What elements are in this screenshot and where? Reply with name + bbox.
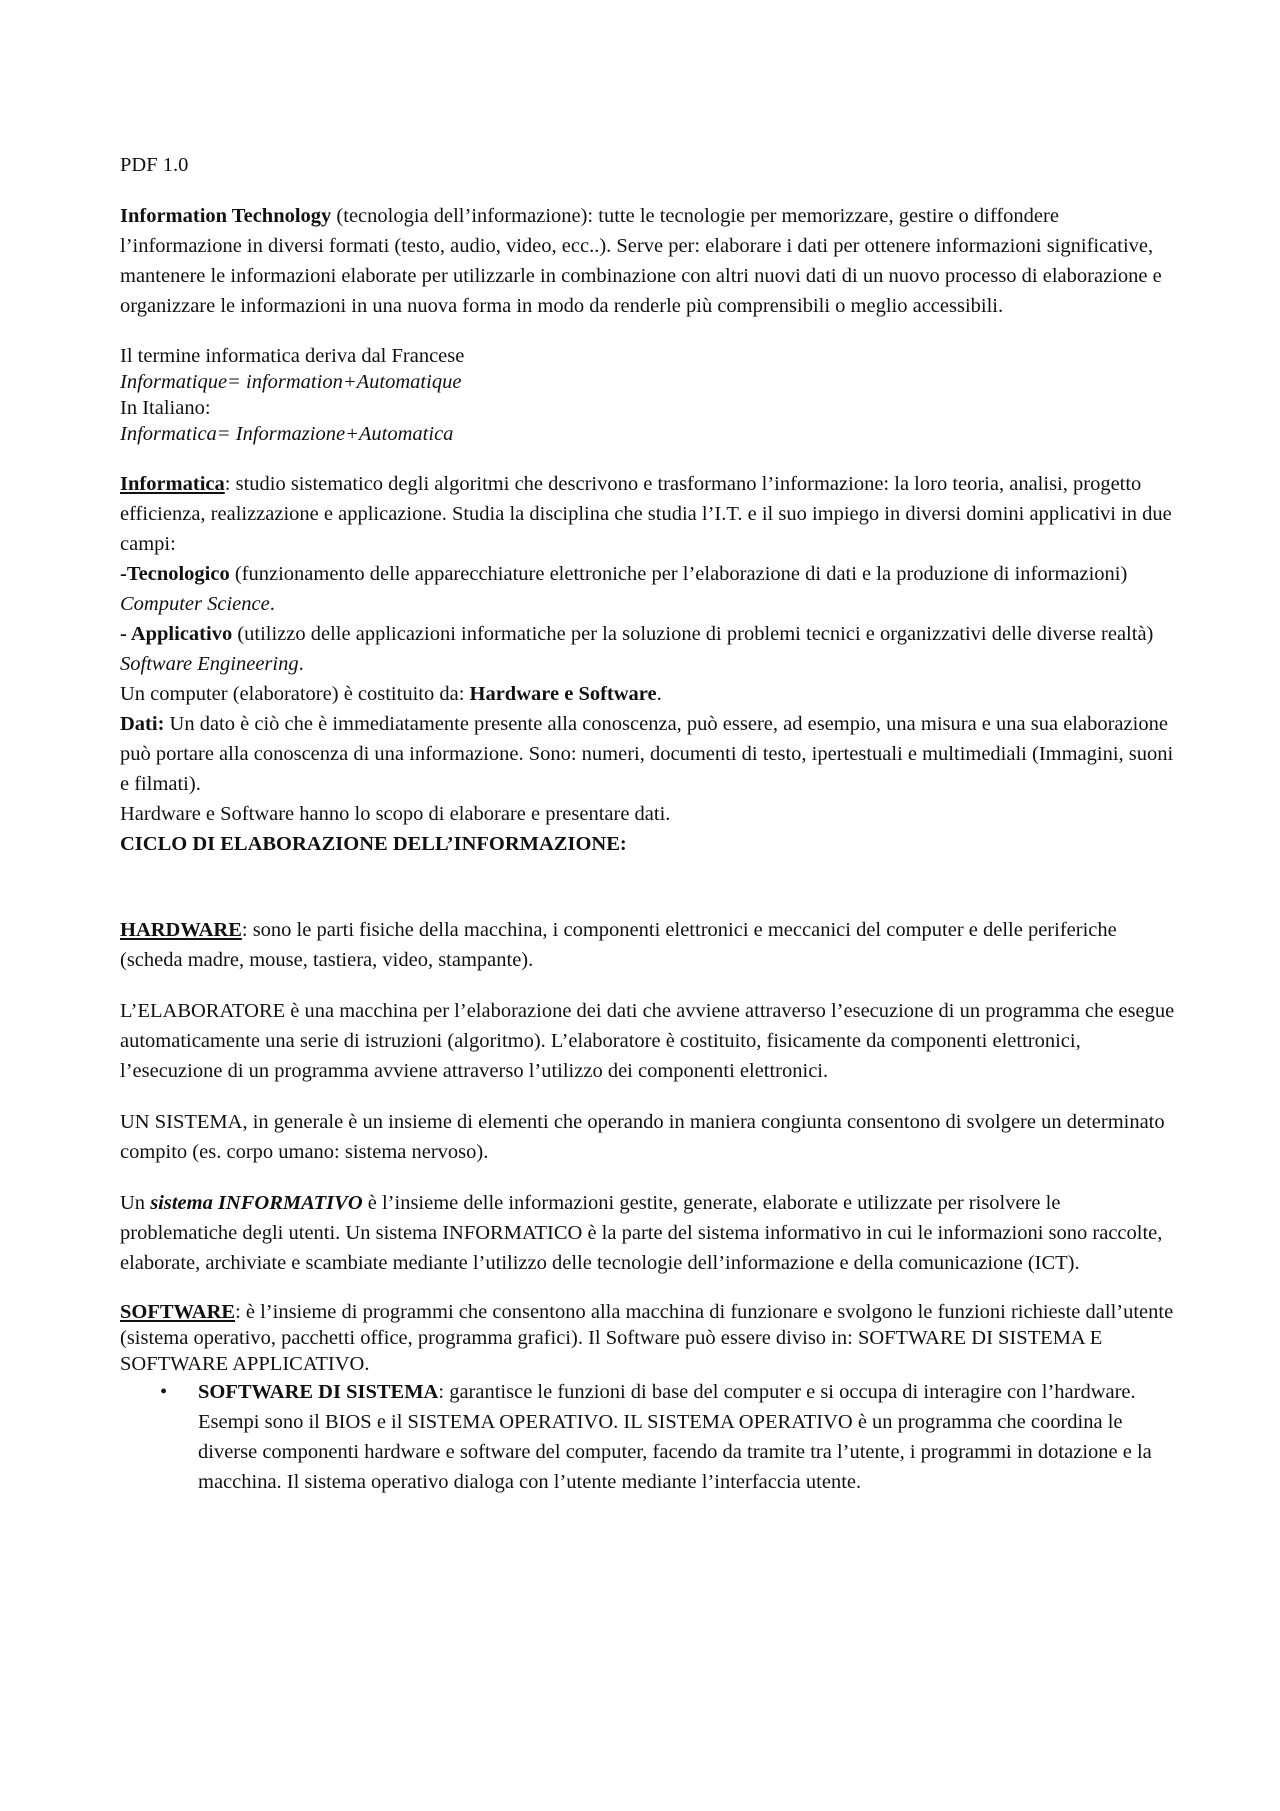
paragraph-text: è l’insieme delle informazioni gestite, generate, elaborate e utilizzate per risolvere le problematiche degli utenti. Un sistema INFORMATICO è la parte del sistema informativo in cui le informazioni sono raccolte, elaborate, archiviate e scambiate mediante l’utilizzo delle tecnologie dell’informazione e della comunicazione (ICT). bbox=[120, 1192, 1163, 1274]
paragraph-text: (utilizzo delle applicazioni informatiche per la soluzione di problemi tecnici e organizzativi delle diverse realtà) bbox=[232, 623, 1154, 645]
paragraph-computer bbox=[120, 679, 1180, 709]
paragraph-informatica bbox=[120, 469, 1180, 559]
term-software-di-sistema: SOFTWARE DI SISTEMA bbox=[198, 1381, 439, 1403]
list-item bbox=[120, 1377, 1180, 1497]
paragraph-elaboratore: L’ELABORATORE è una macchina per l’elaborazione dei dati che avviene attraverso l’esecuzione di un programma che esegue automaticamente una serie di istruzioni (algoritmo). L’elaboratore è costituito, fisicamente da componenti elettronici, l’esecuzione di un programma avviene attraverso l’utilizzo dei componenti elettronici. bbox=[120, 1000, 1175, 1082]
term-tecnologico: -Tecnologico bbox=[120, 563, 230, 585]
software-list bbox=[120, 1377, 1180, 1497]
etymology-line: In Italiano: bbox=[120, 397, 211, 419]
paragraph-dati bbox=[120, 709, 1180, 799]
paragraph-text: (tecnologia dell’informazione): tutte le tecnologie per memorizzare, gestire o diffondere l’informazione in diversi formati (testo, audio, video, ecc..). Serve per: elaborare i dati per ottenere informazioni significative, mantenere le informazioni elaborate per utilizzarle in combinazione con altri nuovi dati di un nuovo processo di elaborazione e organizzare le informazioni in una nuova forma in modo da renderle più comprensibili o meglio accessibili. bbox=[120, 205, 1162, 317]
term-software-engineering: Software Engineering bbox=[120, 653, 299, 675]
document-header: PDF 1.0 bbox=[120, 154, 189, 176]
punctuation: . bbox=[656, 683, 662, 705]
term-sistema-informativo: sistema INFORMATIVO bbox=[150, 1192, 363, 1214]
paragraph-text: : sono le parti fisiche della macchina, i componenti elettronici e meccanici del computer e delle periferiche (scheda madre, mouse, tastiera, video, stampante). bbox=[120, 919, 1117, 971]
punctuation: . bbox=[269, 593, 275, 615]
paragraph-sistema: UN SISTEMA, in generale è un insieme di elementi che operando in maniera congiunta consentono di svolgere un determinato compito (es. corpo umano: sistema nervoso). bbox=[120, 1111, 1165, 1163]
paragraph-text: Un bbox=[120, 1192, 151, 1214]
software-block bbox=[120, 1299, 1180, 1497]
paragraph-text: : studio sistematico degli algoritmi che descrivono e trasformano l’informazione: la loro teoria, analisi, progetto efficienza, realizzazione e applicazione. Studia la disciplina che studia l’I.T. e il suo impiego in diversi domini applicativi in due campi: bbox=[120, 473, 1172, 555]
list-item-text: : garantisce le funzioni di base del computer e si occupa di interagire con l’hardware. Esempi sono il BIOS e il SISTEMA OPERATIVO. IL SISTEMA OPERATIVO è un programma che coordina le diverse componenti hardware e software del computer, facendo da tramite tra l’utente, i programmi in dotazione e la macchina. Il sistema operativo dialoga con l’utente mediante l’interfaccia utente. bbox=[198, 1381, 1152, 1493]
term-informatica: Informatica bbox=[120, 473, 225, 495]
paragraph-text: Un computer (elaboratore) è costituito da: bbox=[120, 683, 470, 705]
heading-text: CICLO DI ELABORAZIONE DELL’INFORMAZIONE: bbox=[120, 833, 627, 855]
paragraph-information-technology bbox=[120, 201, 1180, 321]
term-software: SOFTWARE bbox=[120, 1301, 236, 1323]
term-applicativo: - Applicativo bbox=[120, 623, 233, 645]
etymology-formula-fr bbox=[120, 369, 1180, 395]
etymology-line: Il termine informatica deriva dal Francese bbox=[120, 345, 465, 367]
term-dati: Dati: bbox=[120, 713, 165, 735]
paragraph-text: (funzionamento delle apparecchiature elettroniche per l’elaborazione di dati e la produzione di informazioni) bbox=[229, 563, 1128, 585]
informatica-block bbox=[120, 469, 1180, 859]
paragraph-hardware bbox=[120, 915, 1180, 975]
etymology-formula-it bbox=[120, 421, 1180, 447]
bullet-icon: • bbox=[160, 1381, 168, 1403]
paragraph-sistema-informativo bbox=[120, 1188, 1180, 1278]
term-hardware: HARDWARE bbox=[120, 919, 242, 941]
formula-text: Informatique= information+Automatique bbox=[120, 371, 462, 393]
heading-ciclo bbox=[120, 829, 1180, 859]
paragraph-software bbox=[120, 1299, 1180, 1377]
paragraph-hw-sw: Hardware e Software hanno lo scopo di elaborare e presentare dati. bbox=[120, 803, 671, 825]
document-body bbox=[120, 150, 1180, 1497]
paragraph-applicativo bbox=[120, 619, 1180, 679]
term-hardware-software: Hardware e Software bbox=[469, 683, 657, 705]
punctuation: . bbox=[298, 653, 304, 675]
term-information-technology: Information Technology bbox=[120, 205, 332, 227]
paragraph-tecnologico bbox=[120, 559, 1180, 619]
etymology-block bbox=[120, 343, 1180, 447]
term-computer-science: Computer Science bbox=[120, 593, 270, 615]
paragraph-text: Un dato è ciò che è immediatamente presente alla conoscenza, può essere, ad esempio, una misura e una sua elaborazione può portare alla conoscenza di una informazione. Sono: numeri, documenti di testo, ipertestuali e multimediali (Immagini, suoni e filmati). bbox=[120, 713, 1174, 795]
formula-text: Informatica= Informazione+Automatica bbox=[120, 423, 454, 445]
paragraph-text: : è l’insieme di programmi che consentono alla macchina di funzionare e svolgono le funzioni richieste dall’utente (sistema operativo, pacchetti office, programma grafici). Il Software può essere diviso in: SOFTWARE DI SISTEMA E SOFTWARE APPLICATIVO. bbox=[120, 1301, 1174, 1375]
